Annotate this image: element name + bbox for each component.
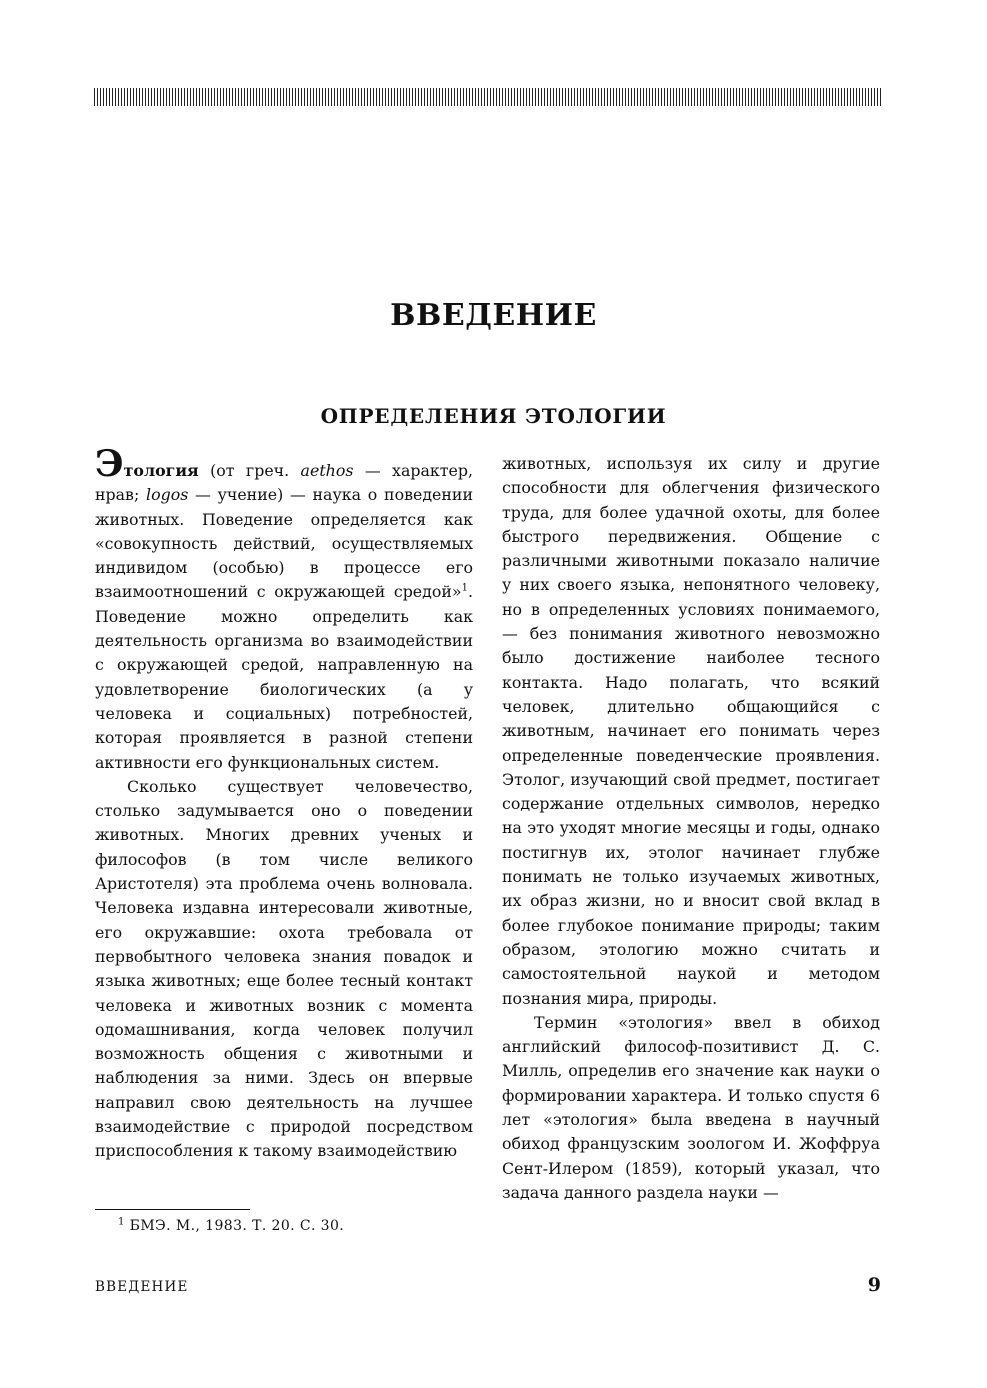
text: — характер, нрав;: [95, 461, 474, 505]
section-title: ОПРЕДЕЛЕНИЯ ЭТОЛОГИИ: [320, 404, 667, 428]
italic-word: aethos: [300, 461, 354, 480]
term: тология: [123, 461, 199, 480]
dropcap: Э: [95, 443, 124, 485]
paragraph: животных, используя их силу и другие способности для облегчения физического труда, для более удачной охоты, для более быстрого передвижения. Общение с различными животными показало наличие у них своего языка, непонятного человеку, но в определенных условиях понимаемого, — без понимания животного невозможно было достижение наиболее тесного контакта. Надо полагать, что всякий человек, длительно общающийся с животным, начинает его понимать через определенные поведенческие проявления. Этолог, изучающий свой предмет, постигает содержание отдельных символов, нередко на это уходят многие месяцы и годы, однако постигнув их, этолог начинает глубже понимать не только изучаемых животных, их образ жизни, но и вносит свой вклад в более глубокое понимание природы; таким образом, этологию можно считать и самостоятельной наукой и методом познания мира, природы.: [502, 454, 880, 1008]
text: (от греч.: [198, 461, 301, 480]
text: — учение) — наука о поведении животных. Поведение определяется как «совокупность действий, осуществляемых индивидом (особью) в процессе его взаимоотношений с окружающей средой»: [95, 485, 473, 602]
paragraph: Термин «этология» ввел в обиход английский философ-позитивист Д. С. Милль, определив его значение как науки о формировании характера. И только спустя 6 лет «этология» была введена в научный обиход французским зоологом И. Жоффруа Сент-Илером (1859), который указал, что задача данного раздела науки —: [502, 1012, 880, 1202]
left-column: [95, 443, 474, 1164]
footnote-ref: 1: [461, 583, 468, 595]
decorative-rule: [94, 88, 882, 106]
right-column: [502, 452, 880, 1205]
paragraph: Сколько существует человечество, столько задумывается оно о поведении животных. Многих древних ученых и философов (в том числе великого Аристотеля) эта проблема очень волновала. Человека издавна интересовали животные, его окружавшие: охота требовала от первобытного человека знания повадок и языка животных; еще более тесный контакт человека и животных возник с момента одомашнивания, когда человек получил возможность общения с животными и наблюдения за ними. Здесь он впервые направил свою деятельность на лучшее взаимодействие с природой посредством приспособления к такому взаимодействию: [95, 776, 473, 1161]
running-head: ВВЕДЕНИЕ: [95, 1279, 189, 1295]
footnote-mark: 1: [118, 1216, 125, 1228]
footnote-divider: [95, 1209, 250, 1210]
paragraph: [95, 443, 474, 775]
text: . Поведение можно определить как деятельность организма во взаимодействии с окружающей средой, направленную на удовлетворение биологических (а у человека и социальных) потребностей, которая проявляется в разной степени активности его функциональных систем.: [95, 582, 473, 772]
footnote: [118, 1218, 344, 1234]
page-number: 9: [867, 1274, 881, 1296]
chapter-title: ВВЕДЕНИЕ: [390, 298, 597, 333]
italic-word: logos: [146, 485, 189, 505]
footnote-text: БМЭ. М., 1983. Т. 20. С. 30.: [129, 1218, 345, 1234]
